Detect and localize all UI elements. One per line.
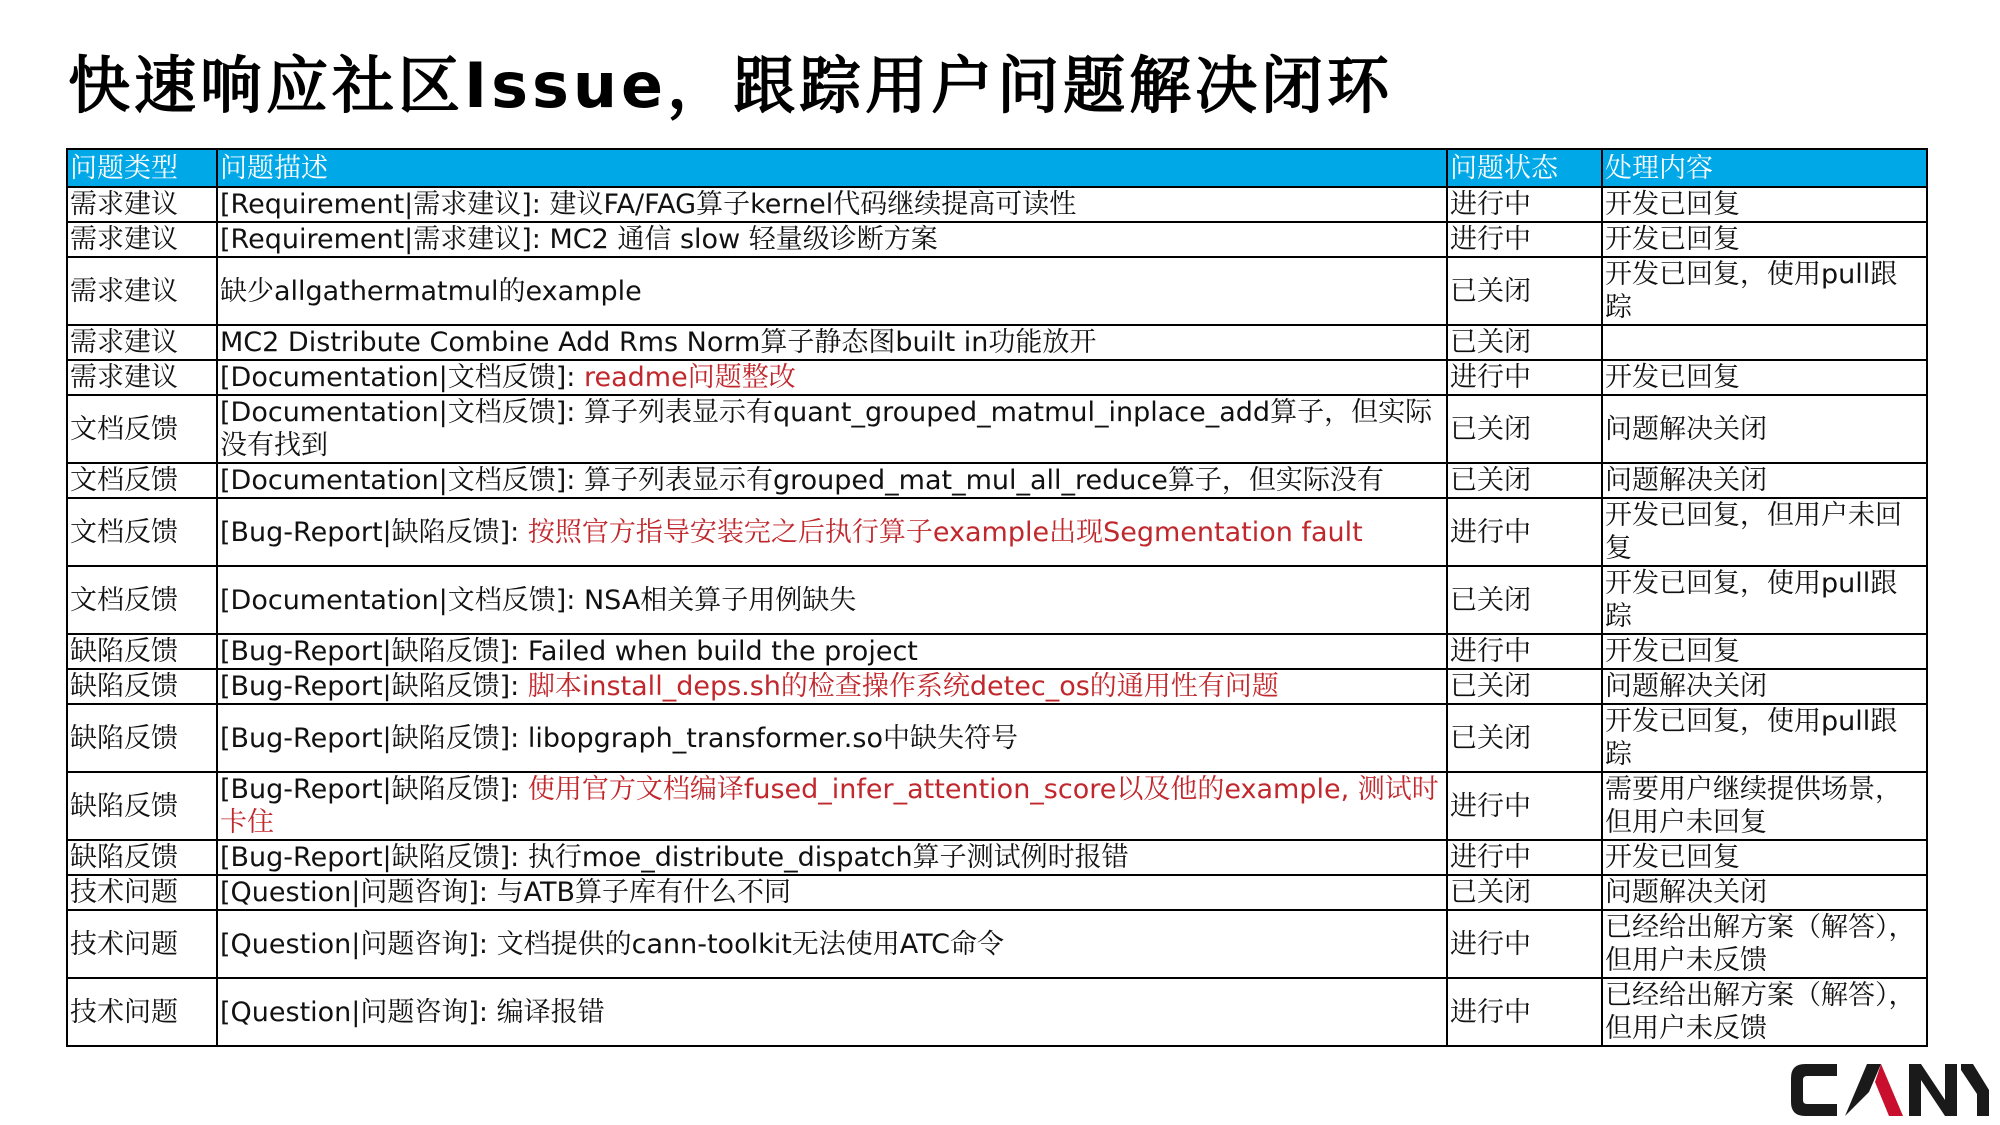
cell-issue-status: 进行中 bbox=[1447, 978, 1602, 1046]
cell-issue-type: 缺陷反馈 bbox=[67, 840, 217, 875]
cell-issue-type: 技术问题 bbox=[67, 978, 217, 1046]
description-prefix: [Bug-Report|缺陷反馈]: bbox=[220, 516, 528, 548]
table-row bbox=[67, 566, 1927, 634]
cell-issue-type: 需求建议 bbox=[67, 325, 217, 360]
cell-issue-status: 进行中 bbox=[1447, 840, 1602, 875]
cell-issue-type: 需求建议 bbox=[67, 257, 217, 325]
cell-issue-type: 缺陷反馈 bbox=[67, 704, 217, 772]
table-row bbox=[67, 910, 1927, 978]
cell-issue-type: 缺陷反馈 bbox=[67, 634, 217, 669]
cell-handling: 开发已回复 bbox=[1602, 187, 1927, 222]
logo-text: CANN bbox=[1785, 1050, 1788, 1051]
description-highlight: readme问题整改 bbox=[584, 362, 796, 393]
cell-issue-description bbox=[217, 498, 1447, 566]
cell-issue-description: [Requirement|需求建议]: MC2 通信 slow 轻量级诊断方案 bbox=[217, 222, 1447, 257]
cell-issue-status: 已关闭 bbox=[1447, 669, 1602, 704]
cell-issue-description bbox=[217, 772, 1447, 840]
table-row bbox=[67, 704, 1927, 772]
cell-issue-type: 需求建议 bbox=[67, 360, 217, 395]
issue-table-body bbox=[67, 187, 1927, 1046]
table-row bbox=[67, 463, 1927, 498]
description-prefix: [Documentation|文档反馈]: bbox=[220, 362, 584, 393]
description-highlight: 使用官方文档编译fused_infer_attention_score以及他的example, 测试时卡住 bbox=[220, 774, 1439, 838]
cell-handling: 已经给出解方案（解答），但用户未反馈 bbox=[1602, 978, 1927, 1046]
description-prefix: [Bug-Report|缺陷反馈]: bbox=[220, 671, 528, 702]
cell-issue-type: 缺陷反馈 bbox=[67, 772, 217, 840]
cell-handling: 开发已回复，但用户未回复 bbox=[1602, 498, 1927, 566]
cell-issue-status: 已关闭 bbox=[1447, 875, 1602, 910]
cell-handling: 问题解决关闭 bbox=[1602, 875, 1927, 910]
cell-handling: 开发已回复 bbox=[1602, 360, 1927, 395]
cell-issue-type: 技术问题 bbox=[67, 875, 217, 910]
header-issue-status: 问题状态 bbox=[1447, 149, 1602, 187]
cell-issue-type: 需求建议 bbox=[67, 187, 217, 222]
cann-logo bbox=[1785, 1050, 1995, 1125]
cell-handling: 开发已回复 bbox=[1602, 634, 1927, 669]
cell-handling: 问题解决关闭 bbox=[1602, 395, 1927, 463]
table-row bbox=[67, 187, 1927, 222]
cell-issue-description bbox=[217, 669, 1447, 704]
cell-handling: 开发已回复 bbox=[1602, 840, 1927, 875]
cell-issue-type: 文档反馈 bbox=[67, 566, 217, 634]
cell-issue-status: 进行中 bbox=[1447, 634, 1602, 669]
cell-handling: 问题解决关闭 bbox=[1602, 463, 1927, 498]
cell-handling: 开发已回复 bbox=[1602, 222, 1927, 257]
table-header-row bbox=[67, 149, 1927, 187]
description-highlight: 脚本install_deps.sh的检查操作系统detec_os的通用性有问题 bbox=[527, 671, 1279, 702]
cell-issue-type: 文档反馈 bbox=[67, 463, 217, 498]
cell-issue-status: 进行中 bbox=[1447, 910, 1602, 978]
cell-issue-description: 缺少allgathermatmul的example bbox=[217, 257, 1447, 325]
cell-issue-status: 进行中 bbox=[1447, 772, 1602, 840]
cell-issue-status: 进行中 bbox=[1447, 187, 1602, 222]
cell-handling: 需要用户继续提供场景，但用户未回复 bbox=[1602, 772, 1927, 840]
cell-issue-type: 文档反馈 bbox=[67, 498, 217, 566]
cell-issue-description: [Documentation|文档反馈]: 算子列表显示有grouped_mat_mul_all_reduce算子，但实际没有 bbox=[217, 463, 1447, 498]
cell-issue-status: 已关闭 bbox=[1447, 257, 1602, 325]
cell-issue-description: [Documentation|文档反馈]: NSA相关算子用例缺失 bbox=[217, 566, 1447, 634]
cell-issue-status: 已关闭 bbox=[1447, 704, 1602, 772]
cell-issue-description: [Documentation|文档反馈]: 算子列表显示有quant_grouped_matmul_inplace_add算子，但实际没有找到 bbox=[217, 395, 1447, 463]
cell-issue-status: 进行中 bbox=[1447, 222, 1602, 257]
cell-issue-status: 已关闭 bbox=[1447, 566, 1602, 634]
cell-issue-type: 技术问题 bbox=[67, 910, 217, 978]
table-row bbox=[67, 222, 1927, 257]
table-row bbox=[67, 669, 1927, 704]
cell-issue-type: 缺陷反馈 bbox=[67, 669, 217, 704]
table-row bbox=[67, 257, 1927, 325]
cell-issue-type: 文档反馈 bbox=[67, 395, 217, 463]
cell-handling: 问题解决关闭 bbox=[1602, 669, 1927, 704]
table-row bbox=[67, 634, 1927, 669]
table-row bbox=[67, 325, 1927, 360]
cell-issue-description: [Question|问题咨询]: 与ATB算子库有什么不同 bbox=[217, 875, 1447, 910]
table-row bbox=[67, 395, 1927, 463]
cell-issue-status: 进行中 bbox=[1447, 498, 1602, 566]
description-prefix: [Bug-Report|缺陷反馈]: bbox=[220, 774, 528, 805]
table-row bbox=[67, 840, 1927, 875]
cell-issue-description: MC2 Distribute Combine Add Rms Norm算子静态图built in功能放开 bbox=[217, 325, 1447, 360]
table-row bbox=[67, 498, 1927, 566]
cell-issue-description: [Question|问题咨询]: 文档提供的cann-toolkit无法使用ATC命令 bbox=[217, 910, 1447, 978]
cell-issue-description: [Question|问题咨询]: 编译报错 bbox=[217, 978, 1447, 1046]
description-highlight: 按照官方指导安装完之后执行算子example出现Segmentation fault bbox=[527, 516, 1363, 548]
cell-handling: 开发已回复，使用pull跟踪 bbox=[1602, 257, 1927, 325]
cell-issue-status: 进行中 bbox=[1447, 360, 1602, 395]
table-row bbox=[67, 772, 1927, 840]
cell-handling bbox=[1602, 325, 1927, 360]
cell-handling: 开发已回复，使用pull跟踪 bbox=[1602, 566, 1927, 634]
cell-issue-description: [Bug-Report|缺陷反馈]: Failed when build the project bbox=[217, 634, 1447, 669]
cell-handling: 已经给出解方案（解答），但用户未反馈 bbox=[1602, 910, 1927, 978]
header-handling: 处理内容 bbox=[1602, 149, 1927, 187]
table-row bbox=[67, 360, 1927, 395]
table-row bbox=[67, 875, 1927, 910]
header-issue-description: 问题描述 bbox=[217, 149, 1447, 187]
cell-issue-status: 已关闭 bbox=[1447, 325, 1602, 360]
cell-issue-description: [Bug-Report|缺陷反馈]: libopgraph_transformer.so中缺失符号 bbox=[217, 704, 1447, 772]
issue-table bbox=[66, 148, 1928, 1047]
cell-issue-status: 已关闭 bbox=[1447, 463, 1602, 498]
header-issue-type: 问题类型 bbox=[67, 149, 217, 187]
cell-issue-status: 已关闭 bbox=[1447, 395, 1602, 463]
page-title: 快速响应社区Issue，跟踪用户问题解决闭环 bbox=[68, 49, 1394, 122]
table-row bbox=[67, 978, 1927, 1046]
cell-issue-description bbox=[217, 360, 1447, 395]
cell-handling: 开发已回复，使用pull跟踪 bbox=[1602, 704, 1927, 772]
cell-issue-description: [Requirement|需求建议]: 建议FA/FAG算子kernel代码继续提高可读性 bbox=[217, 187, 1447, 222]
cell-issue-type: 需求建议 bbox=[67, 222, 217, 257]
cell-issue-description: [Bug-Report|缺陷反馈]: 执行moe_distribute_dispatch算子测试例时报错 bbox=[217, 840, 1447, 875]
